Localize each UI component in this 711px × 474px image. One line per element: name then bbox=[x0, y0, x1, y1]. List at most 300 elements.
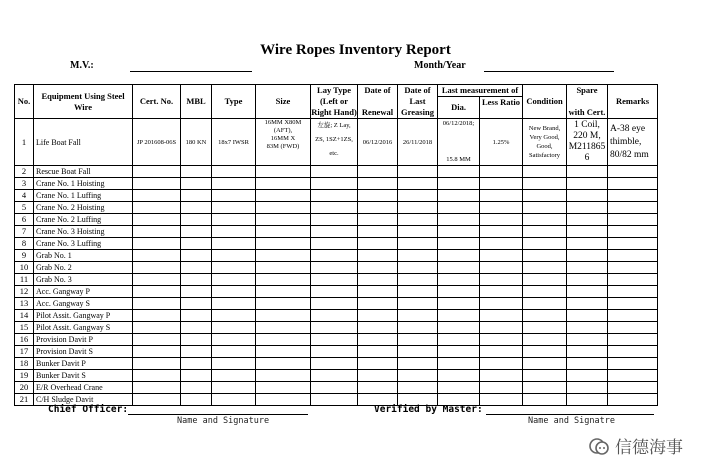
row-size[interactable] bbox=[256, 166, 311, 178]
row-type[interactable] bbox=[212, 166, 256, 178]
row-mbl[interactable] bbox=[181, 346, 212, 358]
row-greasing-date[interactable]: 26/11/2018 bbox=[398, 119, 438, 166]
row-condition[interactable] bbox=[523, 310, 567, 322]
row-dia[interactable] bbox=[438, 346, 480, 358]
row-equipment: Pilot Assit. Gangway S bbox=[34, 322, 133, 334]
row-mbl[interactable] bbox=[181, 298, 212, 310]
row-lay-type[interactable]: 左旋; Z Lay, ZS, 1SZ+1ZS, etc. bbox=[311, 119, 358, 166]
row-greasing-date[interactable] bbox=[398, 190, 438, 202]
row-greasing-date[interactable] bbox=[398, 322, 438, 334]
row-dia[interactable] bbox=[438, 274, 480, 286]
row-greasing-date[interactable] bbox=[398, 346, 438, 358]
row-lay-type[interactable] bbox=[311, 262, 358, 274]
row-remarks[interactable] bbox=[608, 274, 658, 286]
row-equipment: Acc. Gangway P bbox=[34, 286, 133, 298]
row-dia[interactable] bbox=[438, 382, 480, 394]
row-no: 10 bbox=[15, 262, 34, 274]
row-spare-with-cert[interactable] bbox=[567, 178, 608, 190]
row-remarks[interactable] bbox=[608, 394, 658, 406]
row-remarks[interactable] bbox=[608, 346, 658, 358]
row-dia[interactable] bbox=[438, 358, 480, 370]
row-size[interactable] bbox=[256, 178, 311, 190]
row-remarks[interactable] bbox=[608, 334, 658, 346]
row-size[interactable] bbox=[256, 298, 311, 310]
row-less-ratio[interactable] bbox=[480, 178, 523, 190]
row-renewal-date[interactable] bbox=[358, 322, 398, 334]
row-dia[interactable] bbox=[438, 238, 480, 250]
table-row bbox=[15, 202, 658, 214]
row-dia[interactable] bbox=[438, 334, 480, 346]
row-equipment: Rescue Boat Fall bbox=[34, 166, 133, 178]
row-greasing-date[interactable] bbox=[398, 286, 438, 298]
row-size[interactable] bbox=[256, 322, 311, 334]
header-size: Size bbox=[256, 85, 311, 119]
row-size[interactable] bbox=[256, 214, 311, 226]
row-spare-with-cert[interactable] bbox=[567, 382, 608, 394]
row-spare-with-cert[interactable] bbox=[567, 298, 608, 310]
row-spare-with-cert[interactable] bbox=[567, 262, 608, 274]
row-condition[interactable] bbox=[523, 346, 567, 358]
row-size[interactable] bbox=[256, 358, 311, 370]
row-cert-no[interactable] bbox=[133, 370, 181, 382]
row-cert-no[interactable] bbox=[133, 322, 181, 334]
row-less-ratio[interactable] bbox=[480, 286, 523, 298]
row-less-ratio[interactable] bbox=[480, 238, 523, 250]
row-lay-type[interactable] bbox=[311, 286, 358, 298]
row-spare-with-cert[interactable] bbox=[567, 394, 608, 406]
master-name-signature-caption: Name and Signatre bbox=[528, 416, 615, 426]
row-condition[interactable] bbox=[523, 382, 567, 394]
row-size[interactable] bbox=[256, 202, 311, 214]
row-renewal-date[interactable] bbox=[358, 250, 398, 262]
row-remarks[interactable] bbox=[608, 310, 658, 322]
row-size[interactable] bbox=[256, 226, 311, 238]
table-row bbox=[15, 214, 658, 226]
table-row bbox=[15, 190, 658, 202]
row-equipment: Crane No. 1 Luffing bbox=[34, 190, 133, 202]
header-dia: Dia. bbox=[438, 97, 480, 119]
row-spare-with-cert[interactable] bbox=[567, 286, 608, 298]
row-size[interactable] bbox=[256, 346, 311, 358]
row-less-ratio[interactable] bbox=[480, 190, 523, 202]
row-renewal-date[interactable] bbox=[358, 238, 398, 250]
row-remarks[interactable] bbox=[608, 262, 658, 274]
row-spare-with-cert[interactable] bbox=[567, 190, 608, 202]
row-cert-no[interactable] bbox=[133, 334, 181, 346]
row-renewal-date[interactable] bbox=[358, 178, 398, 190]
row-dia[interactable] bbox=[438, 298, 480, 310]
row-remarks[interactable] bbox=[608, 166, 658, 178]
row-remarks[interactable] bbox=[608, 370, 658, 382]
row-dia[interactable]: 06/12/2018; 15.8 MM bbox=[438, 119, 480, 166]
row-less-ratio[interactable] bbox=[480, 166, 523, 178]
row-type[interactable] bbox=[212, 298, 256, 310]
row-mbl[interactable] bbox=[181, 382, 212, 394]
watermark-text: 信德海事 bbox=[615, 438, 683, 458]
row-mbl[interactable] bbox=[181, 166, 212, 178]
row-spare-with-cert[interactable] bbox=[567, 214, 608, 226]
row-greasing-date[interactable] bbox=[398, 178, 438, 190]
row-condition[interactable] bbox=[523, 394, 567, 406]
row-renewal-date[interactable] bbox=[358, 166, 398, 178]
row-condition[interactable] bbox=[523, 358, 567, 370]
row-mbl[interactable]: 180 KN bbox=[181, 119, 212, 166]
table-row bbox=[15, 226, 658, 238]
row-less-ratio[interactable] bbox=[480, 214, 523, 226]
row-lay-type[interactable] bbox=[311, 214, 358, 226]
row-lay-type[interactable] bbox=[311, 346, 358, 358]
row-spare-with-cert[interactable] bbox=[567, 166, 608, 178]
row-renewal-date[interactable] bbox=[358, 286, 398, 298]
row-condition[interactable] bbox=[523, 370, 567, 382]
report-title: Wire Ropes Inventory Report bbox=[260, 42, 451, 58]
row-less-ratio[interactable] bbox=[480, 274, 523, 286]
row-remarks[interactable] bbox=[608, 214, 658, 226]
row-greasing-date[interactable] bbox=[398, 202, 438, 214]
row-type[interactable] bbox=[212, 190, 256, 202]
row-remarks[interactable] bbox=[608, 382, 658, 394]
row-spare-with-cert[interactable] bbox=[567, 370, 608, 382]
row-dia[interactable] bbox=[438, 286, 480, 298]
row-remarks[interactable] bbox=[608, 250, 658, 262]
row-size[interactable] bbox=[256, 382, 311, 394]
row-type[interactable] bbox=[212, 394, 256, 406]
chat-bubble-icon bbox=[588, 435, 610, 457]
table-row bbox=[15, 274, 658, 286]
row-condition[interactable] bbox=[523, 298, 567, 310]
row-type[interactable] bbox=[212, 334, 256, 346]
row-less-ratio[interactable] bbox=[480, 202, 523, 214]
row-condition[interactable] bbox=[523, 214, 567, 226]
row-type[interactable] bbox=[212, 214, 256, 226]
row-lay-type[interactable] bbox=[311, 274, 358, 286]
row-less-ratio[interactable] bbox=[480, 370, 523, 382]
row-type[interactable] bbox=[212, 274, 256, 286]
row-renewal-date[interactable]: 06/12/2016 bbox=[358, 119, 398, 166]
row-type[interactable] bbox=[212, 370, 256, 382]
row-no: 5 bbox=[15, 202, 34, 214]
row-cert-no[interactable] bbox=[133, 202, 181, 214]
row-less-ratio[interactable]: 1.25% bbox=[480, 119, 523, 166]
row-remarks[interactable] bbox=[608, 286, 658, 298]
header-date-last-greasing: Date of Last Greasing bbox=[398, 85, 438, 119]
row-mbl[interactable] bbox=[181, 250, 212, 262]
row-spare-with-cert[interactable] bbox=[567, 202, 608, 214]
row-no: 9 bbox=[15, 250, 34, 262]
table-row bbox=[15, 298, 658, 310]
row-lay-type[interactable] bbox=[311, 178, 358, 190]
row-type[interactable] bbox=[212, 346, 256, 358]
row-cert-no[interactable]: JP 201608-06S bbox=[133, 119, 181, 166]
row-cert-no[interactable] bbox=[133, 310, 181, 322]
row-type[interactable] bbox=[212, 178, 256, 190]
row-remarks[interactable] bbox=[608, 202, 658, 214]
row-size[interactable] bbox=[256, 310, 311, 322]
row-dia[interactable] bbox=[438, 310, 480, 322]
row-size[interactable] bbox=[256, 274, 311, 286]
row-less-ratio[interactable] bbox=[480, 250, 523, 262]
row-lay-type[interactable] bbox=[311, 190, 358, 202]
row-type[interactable] bbox=[212, 202, 256, 214]
row-remarks[interactable] bbox=[608, 358, 658, 370]
row-equipment: Life Boat Fall bbox=[34, 119, 133, 166]
row-lay-type[interactable] bbox=[311, 322, 358, 334]
table-row bbox=[15, 238, 658, 250]
row-mbl[interactable] bbox=[181, 190, 212, 202]
row-less-ratio[interactable] bbox=[480, 262, 523, 274]
row-lay-type[interactable] bbox=[311, 382, 358, 394]
row-lay-type[interactable] bbox=[311, 166, 358, 178]
row-type[interactable] bbox=[212, 358, 256, 370]
row-less-ratio[interactable] bbox=[480, 358, 523, 370]
row-no: 3 bbox=[15, 178, 34, 190]
row-greasing-date[interactable] bbox=[398, 358, 438, 370]
row-lay-type[interactable] bbox=[311, 298, 358, 310]
row-type[interactable] bbox=[212, 310, 256, 322]
row-condition[interactable] bbox=[523, 238, 567, 250]
row-type[interactable] bbox=[212, 322, 256, 334]
row-mbl[interactable] bbox=[181, 262, 212, 274]
table-row bbox=[15, 358, 658, 370]
row-cert-no[interactable] bbox=[133, 358, 181, 370]
row-condition[interactable] bbox=[523, 250, 567, 262]
row-size[interactable] bbox=[256, 394, 311, 406]
row-type[interactable] bbox=[212, 250, 256, 262]
row-condition[interactable] bbox=[523, 226, 567, 238]
row-size[interactable]: 16MM X80M (AFT), 16MM X 83M (FWD) bbox=[256, 119, 311, 166]
row-size[interactable] bbox=[256, 238, 311, 250]
row-condition[interactable] bbox=[523, 166, 567, 178]
row-type[interactable]: 18x7 IWSR bbox=[212, 119, 256, 166]
row-remarks[interactable]: A-38 eye thimble, 80/82 mm bbox=[608, 119, 658, 166]
row-cert-no[interactable] bbox=[133, 274, 181, 286]
row-remarks[interactable] bbox=[608, 226, 658, 238]
row-less-ratio[interactable] bbox=[480, 382, 523, 394]
row-spare-with-cert[interactable] bbox=[567, 274, 608, 286]
row-cert-no[interactable] bbox=[133, 394, 181, 406]
row-mbl[interactable] bbox=[181, 238, 212, 250]
row-lay-type[interactable] bbox=[311, 334, 358, 346]
row-spare-with-cert[interactable] bbox=[567, 238, 608, 250]
row-renewal-date[interactable] bbox=[358, 262, 398, 274]
chief-officer-name-signature-caption: Name and Signature bbox=[177, 416, 270, 426]
row-type[interactable] bbox=[212, 226, 256, 238]
row-greasing-date[interactable] bbox=[398, 370, 438, 382]
row-greasing-date[interactable] bbox=[398, 310, 438, 322]
row-no: 7 bbox=[15, 226, 34, 238]
row-remarks[interactable] bbox=[608, 190, 658, 202]
row-spare-with-cert[interactable] bbox=[567, 226, 608, 238]
row-equipment: Provision Davit P bbox=[34, 334, 133, 346]
row-less-ratio[interactable] bbox=[480, 298, 523, 310]
row-no: 19 bbox=[15, 370, 34, 382]
row-condition[interactable] bbox=[523, 334, 567, 346]
row-renewal-date[interactable] bbox=[358, 346, 398, 358]
row-renewal-date[interactable] bbox=[358, 274, 398, 286]
row-dia[interactable] bbox=[438, 202, 480, 214]
row-renewal-date[interactable] bbox=[358, 202, 398, 214]
row-lay-type[interactable] bbox=[311, 202, 358, 214]
row-renewal-date[interactable] bbox=[358, 382, 398, 394]
row-condition[interactable] bbox=[523, 262, 567, 274]
row-lay-type[interactable] bbox=[311, 310, 358, 322]
row-spare-with-cert[interactable]: 1 Coil, 220 M, M211865 6 bbox=[567, 119, 608, 166]
row-less-ratio[interactable] bbox=[480, 226, 523, 238]
row-dia[interactable] bbox=[438, 178, 480, 190]
row-spare-with-cert[interactable] bbox=[567, 358, 608, 370]
master-signature-line[interactable] bbox=[486, 414, 654, 415]
row-cert-no[interactable] bbox=[133, 238, 181, 250]
row-no: 2 bbox=[15, 166, 34, 178]
row-no: 18 bbox=[15, 358, 34, 370]
row-dia[interactable] bbox=[438, 166, 480, 178]
table-row bbox=[15, 310, 658, 322]
row-condition[interactable] bbox=[523, 178, 567, 190]
row-dia[interactable] bbox=[438, 370, 480, 382]
row-no: 6 bbox=[15, 214, 34, 226]
row-dia[interactable] bbox=[438, 262, 480, 274]
row-equipment: Bunker Davit P bbox=[34, 358, 133, 370]
row-renewal-date[interactable] bbox=[358, 226, 398, 238]
row-renewal-date[interactable] bbox=[358, 298, 398, 310]
row-remarks[interactable] bbox=[608, 178, 658, 190]
row-condition[interactable] bbox=[523, 322, 567, 334]
row-dia[interactable] bbox=[438, 322, 480, 334]
row-type[interactable] bbox=[212, 262, 256, 274]
row-equipment: Grab No. 3 bbox=[34, 274, 133, 286]
row-cert-no[interactable] bbox=[133, 382, 181, 394]
row-mbl[interactable] bbox=[181, 214, 212, 226]
row-cert-no[interactable] bbox=[133, 178, 181, 190]
row-renewal-date[interactable] bbox=[358, 358, 398, 370]
row-type[interactable] bbox=[212, 382, 256, 394]
row-remarks[interactable] bbox=[608, 238, 658, 250]
row-renewal-date[interactable] bbox=[358, 370, 398, 382]
row-cert-no[interactable] bbox=[133, 214, 181, 226]
row-greasing-date[interactable] bbox=[398, 226, 438, 238]
row-size[interactable] bbox=[256, 334, 311, 346]
row-cert-no[interactable] bbox=[133, 346, 181, 358]
row-no: 11 bbox=[15, 274, 34, 286]
row-less-ratio[interactable] bbox=[480, 394, 523, 406]
row-mbl[interactable] bbox=[181, 394, 212, 406]
row-renewal-date[interactable] bbox=[358, 214, 398, 226]
row-lay-type[interactable] bbox=[311, 358, 358, 370]
row-greasing-date[interactable] bbox=[398, 274, 438, 286]
row-remarks[interactable] bbox=[608, 322, 658, 334]
row-cert-no[interactable] bbox=[133, 226, 181, 238]
row-less-ratio[interactable] bbox=[480, 310, 523, 322]
row-mbl[interactable] bbox=[181, 322, 212, 334]
header-type: Type bbox=[212, 85, 256, 119]
row-greasing-date[interactable] bbox=[398, 382, 438, 394]
row-cert-no[interactable] bbox=[133, 298, 181, 310]
row-mbl[interactable] bbox=[181, 274, 212, 286]
row-spare-with-cert[interactable] bbox=[567, 346, 608, 358]
row-cert-no[interactable] bbox=[133, 190, 181, 202]
row-mbl[interactable] bbox=[181, 334, 212, 346]
row-greasing-date[interactable] bbox=[398, 334, 438, 346]
row-less-ratio[interactable] bbox=[480, 334, 523, 346]
row-size[interactable] bbox=[256, 286, 311, 298]
row-lay-type[interactable] bbox=[311, 226, 358, 238]
month-year-label: Month/Year bbox=[414, 60, 466, 71]
row-less-ratio[interactable] bbox=[480, 346, 523, 358]
chief-officer-signature-line[interactable] bbox=[128, 414, 308, 415]
row-condition[interactable] bbox=[523, 190, 567, 202]
row-mbl[interactable] bbox=[181, 310, 212, 322]
row-greasing-date[interactable] bbox=[398, 298, 438, 310]
mv-field-line[interactable] bbox=[130, 71, 252, 72]
row-greasing-date[interactable] bbox=[398, 214, 438, 226]
row-dia[interactable] bbox=[438, 190, 480, 202]
row-dia[interactable] bbox=[438, 226, 480, 238]
row-no: 8 bbox=[15, 238, 34, 250]
row-spare-with-cert[interactable] bbox=[567, 250, 608, 262]
row-cert-no[interactable] bbox=[133, 250, 181, 262]
row-spare-with-cert[interactable] bbox=[567, 310, 608, 322]
row-cert-no[interactable] bbox=[133, 262, 181, 274]
row-size[interactable] bbox=[256, 250, 311, 262]
row-dia[interactable] bbox=[438, 214, 480, 226]
row-greasing-date[interactable] bbox=[398, 166, 438, 178]
row-lay-type[interactable] bbox=[311, 370, 358, 382]
row-spare-with-cert[interactable] bbox=[567, 322, 608, 334]
table-row bbox=[15, 250, 658, 262]
row-cert-no[interactable] bbox=[133, 166, 181, 178]
row-greasing-date[interactable] bbox=[398, 262, 438, 274]
row-condition[interactable]: New Brand, Very Good, Good, Satisfactory bbox=[523, 119, 567, 166]
row-size[interactable] bbox=[256, 370, 311, 382]
row-lay-type[interactable] bbox=[311, 250, 358, 262]
row-equipment: Crane No. 3 Hoisting bbox=[34, 226, 133, 238]
row-equipment: Crane No. 1 Hoisting bbox=[34, 178, 133, 190]
header-lay-type: Lay Type (Left or Right Hand) bbox=[311, 85, 357, 117]
row-type[interactable] bbox=[212, 238, 256, 250]
row-greasing-date[interactable] bbox=[398, 250, 438, 262]
row-greasing-date[interactable] bbox=[398, 238, 438, 250]
row-equipment: Crane No. 2 Luffing bbox=[34, 214, 133, 226]
row-renewal-date[interactable] bbox=[358, 190, 398, 202]
row-renewal-date[interactable] bbox=[358, 310, 398, 322]
row-less-ratio[interactable] bbox=[480, 322, 523, 334]
row-mbl[interactable] bbox=[181, 358, 212, 370]
row-condition[interactable] bbox=[523, 286, 567, 298]
row-remarks[interactable] bbox=[608, 298, 658, 310]
row-lay-type[interactable] bbox=[311, 238, 358, 250]
row-equipment: Acc. Gangway S bbox=[34, 298, 133, 310]
row-condition[interactable] bbox=[523, 202, 567, 214]
table-row bbox=[15, 382, 658, 394]
row-size[interactable] bbox=[256, 190, 311, 202]
row-type[interactable] bbox=[212, 286, 256, 298]
row-size[interactable] bbox=[256, 262, 311, 274]
row-mbl[interactable] bbox=[181, 370, 212, 382]
row-mbl[interactable] bbox=[181, 202, 212, 214]
row-cert-no[interactable] bbox=[133, 286, 181, 298]
chief-officer-label: Chief Officer: bbox=[48, 404, 129, 415]
row-dia[interactable] bbox=[438, 250, 480, 262]
row-no: 4 bbox=[15, 190, 34, 202]
row-lay-type[interactable] bbox=[311, 394, 358, 406]
row-mbl[interactable] bbox=[181, 178, 212, 190]
row-mbl[interactable] bbox=[181, 226, 212, 238]
row-spare-with-cert[interactable] bbox=[567, 334, 608, 346]
row-condition[interactable] bbox=[523, 274, 567, 286]
month-year-field-line[interactable] bbox=[484, 71, 614, 72]
row-mbl[interactable] bbox=[181, 286, 212, 298]
row-renewal-date[interactable] bbox=[358, 334, 398, 346]
